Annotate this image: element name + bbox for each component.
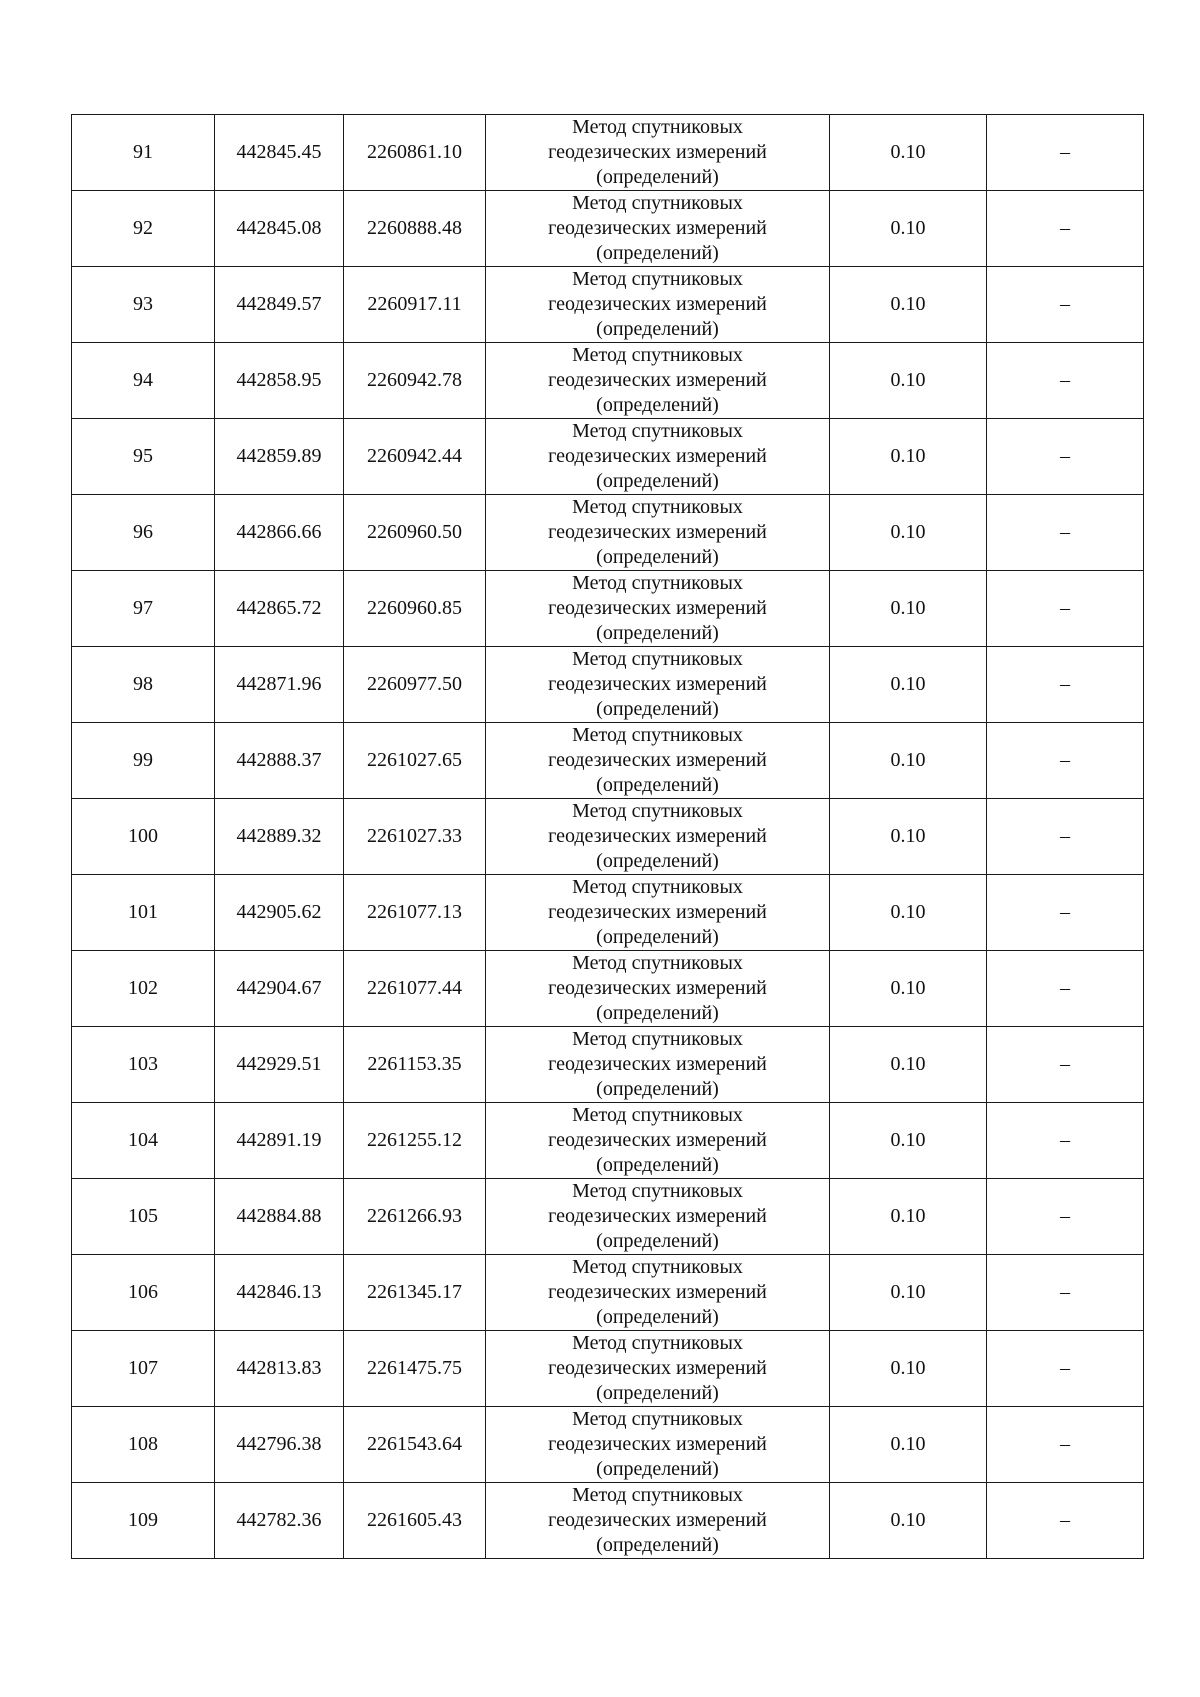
table-row <box>72 1027 1144 1103</box>
method-text: Метод спутниковых геодезических измерений (определений) <box>548 496 767 568</box>
table-row <box>72 419 1144 495</box>
method-cell <box>486 267 830 343</box>
x-coordinate-cell: 442858.95 <box>215 343 344 419</box>
description-cell: – <box>987 495 1144 571</box>
y-coordinate-cell: 2261605.43 <box>344 1483 486 1559</box>
x-coordinate-cell: 442866.66 <box>215 495 344 571</box>
description-cell: – <box>987 115 1144 191</box>
y-coordinate-cell: 2260917.11 <box>344 267 486 343</box>
method-text: Метод спутниковых геодезических измерений (определений) <box>548 648 767 720</box>
point-number-cell: 104 <box>72 1103 215 1179</box>
method-cell <box>486 1331 830 1407</box>
method-text: Метод спутниковых геодезических измерений (определений) <box>548 1104 767 1176</box>
x-coordinate-cell: 442904.67 <box>215 951 344 1027</box>
description-cell: – <box>987 1103 1144 1179</box>
method-cell <box>486 571 830 647</box>
description-cell: – <box>987 799 1144 875</box>
method-cell <box>486 343 830 419</box>
accuracy-cell: 0.10 <box>830 875 987 951</box>
method-text: Метод спутниковых геодезических измерений (определений) <box>548 116 767 188</box>
coordinates-table <box>71 114 1144 1559</box>
y-coordinate-cell: 2261153.35 <box>344 1027 486 1103</box>
method-cell <box>486 115 830 191</box>
table-row <box>72 1179 1144 1255</box>
table-row <box>72 799 1144 875</box>
method-text: Метод спутниковых геодезических измерений (определений) <box>548 1028 767 1100</box>
description-cell: – <box>987 1255 1144 1331</box>
method-cell <box>486 875 830 951</box>
method-cell <box>486 647 830 723</box>
method-text: Метод спутниковых геодезических измерений (определений) <box>548 344 767 416</box>
x-coordinate-cell: 442865.72 <box>215 571 344 647</box>
point-number-cell: 95 <box>72 419 215 495</box>
table-row <box>72 951 1144 1027</box>
accuracy-cell: 0.10 <box>830 343 987 419</box>
method-cell <box>486 1027 830 1103</box>
y-coordinate-cell: 2260861.10 <box>344 115 486 191</box>
x-coordinate-cell: 442929.51 <box>215 1027 344 1103</box>
x-coordinate-cell: 442871.96 <box>215 647 344 723</box>
method-text: Метод спутниковых геодезических измерений (определений) <box>548 420 767 492</box>
accuracy-cell: 0.10 <box>830 1103 987 1179</box>
y-coordinate-cell: 2261077.13 <box>344 875 486 951</box>
table-row <box>72 1407 1144 1483</box>
accuracy-cell: 0.10 <box>830 115 987 191</box>
x-coordinate-cell: 442891.19 <box>215 1103 344 1179</box>
table-row <box>72 1331 1144 1407</box>
y-coordinate-cell: 2261027.33 <box>344 799 486 875</box>
accuracy-cell: 0.10 <box>830 1483 987 1559</box>
table-row <box>72 723 1144 799</box>
y-coordinate-cell: 2261475.75 <box>344 1331 486 1407</box>
description-cell: – <box>987 1027 1144 1103</box>
accuracy-cell: 0.10 <box>830 951 987 1027</box>
y-coordinate-cell: 2260960.85 <box>344 571 486 647</box>
method-text: Метод спутниковых геодезических измерений (определений) <box>548 1332 767 1404</box>
point-number-cell: 99 <box>72 723 215 799</box>
point-number-cell: 92 <box>72 191 215 267</box>
y-coordinate-cell: 2260942.44 <box>344 419 486 495</box>
description-cell: – <box>987 1331 1144 1407</box>
accuracy-cell: 0.10 <box>830 1027 987 1103</box>
description-cell: – <box>987 267 1144 343</box>
table-row <box>72 875 1144 951</box>
accuracy-cell: 0.10 <box>830 571 987 647</box>
y-coordinate-cell: 2260888.48 <box>344 191 486 267</box>
method-cell <box>486 951 830 1027</box>
x-coordinate-cell: 442905.62 <box>215 875 344 951</box>
x-coordinate-cell: 442849.57 <box>215 267 344 343</box>
method-cell <box>486 1483 830 1559</box>
point-number-cell: 109 <box>72 1483 215 1559</box>
description-cell: – <box>987 951 1144 1027</box>
accuracy-cell: 0.10 <box>830 267 987 343</box>
description-cell: – <box>987 1483 1144 1559</box>
accuracy-cell: 0.10 <box>830 799 987 875</box>
method-text: Метод спутниковых геодезических измерений (определений) <box>548 192 767 264</box>
accuracy-cell: 0.10 <box>830 647 987 723</box>
method-text: Метод спутниковых геодезических измерений (определений) <box>548 1408 767 1480</box>
method-cell <box>486 1103 830 1179</box>
x-coordinate-cell: 442846.13 <box>215 1255 344 1331</box>
description-cell: – <box>987 875 1144 951</box>
method-text: Метод спутниковых геодезических измерений (определений) <box>548 268 767 340</box>
description-cell: – <box>987 191 1144 267</box>
table-row <box>72 343 1144 419</box>
accuracy-cell: 0.10 <box>830 191 987 267</box>
point-number-cell: 100 <box>72 799 215 875</box>
x-coordinate-cell: 442888.37 <box>215 723 344 799</box>
point-number-cell: 93 <box>72 267 215 343</box>
x-coordinate-cell: 442796.38 <box>215 1407 344 1483</box>
accuracy-cell: 0.10 <box>830 1407 987 1483</box>
table-row <box>72 1255 1144 1331</box>
y-coordinate-cell: 2261266.93 <box>344 1179 486 1255</box>
x-coordinate-cell: 442845.08 <box>215 191 344 267</box>
point-number-cell: 91 <box>72 115 215 191</box>
description-cell: – <box>987 343 1144 419</box>
y-coordinate-cell: 2260960.50 <box>344 495 486 571</box>
method-cell <box>486 1255 830 1331</box>
point-number-cell: 103 <box>72 1027 215 1103</box>
description-cell: – <box>987 571 1144 647</box>
point-number-cell: 98 <box>72 647 215 723</box>
point-number-cell: 94 <box>72 343 215 419</box>
method-text: Метод спутниковых геодезических измерений (определений) <box>548 876 767 948</box>
method-cell <box>486 1179 830 1255</box>
description-cell: – <box>987 419 1144 495</box>
description-cell: – <box>987 647 1144 723</box>
accuracy-cell: 0.10 <box>830 419 987 495</box>
description-cell: – <box>987 1179 1144 1255</box>
y-coordinate-cell: 2261027.65 <box>344 723 486 799</box>
point-number-cell: 102 <box>72 951 215 1027</box>
accuracy-cell: 0.10 <box>830 723 987 799</box>
y-coordinate-cell: 2261077.44 <box>344 951 486 1027</box>
x-coordinate-cell: 442813.83 <box>215 1331 344 1407</box>
point-number-cell: 101 <box>72 875 215 951</box>
x-coordinate-cell: 442859.89 <box>215 419 344 495</box>
description-cell: – <box>987 1407 1144 1483</box>
x-coordinate-cell: 442884.88 <box>215 1179 344 1255</box>
table-row <box>72 267 1144 343</box>
method-cell <box>486 495 830 571</box>
table-row <box>72 115 1144 191</box>
method-text: Метод спутниковых геодезических измерений (определений) <box>548 800 767 872</box>
method-cell <box>486 191 830 267</box>
method-cell <box>486 723 830 799</box>
x-coordinate-cell: 442845.45 <box>215 115 344 191</box>
y-coordinate-cell: 2260977.50 <box>344 647 486 723</box>
y-coordinate-cell: 2261255.12 <box>344 1103 486 1179</box>
point-number-cell: 106 <box>72 1255 215 1331</box>
accuracy-cell: 0.10 <box>830 1179 987 1255</box>
table-row <box>72 571 1144 647</box>
accuracy-cell: 0.10 <box>830 1331 987 1407</box>
table-row <box>72 495 1144 571</box>
y-coordinate-cell: 2260942.78 <box>344 343 486 419</box>
method-text: Метод спутниковых геодезических измерений (определений) <box>548 952 767 1024</box>
point-number-cell: 107 <box>72 1331 215 1407</box>
method-text: Метод спутниковых геодезических измерений (определений) <box>548 1484 767 1556</box>
point-number-cell: 108 <box>72 1407 215 1483</box>
x-coordinate-cell: 442782.36 <box>215 1483 344 1559</box>
accuracy-cell: 0.10 <box>830 1255 987 1331</box>
table-row <box>72 647 1144 723</box>
table-body <box>72 115 1144 1559</box>
table-row <box>72 191 1144 267</box>
x-coordinate-cell: 442889.32 <box>215 799 344 875</box>
method-cell <box>486 419 830 495</box>
point-number-cell: 97 <box>72 571 215 647</box>
accuracy-cell: 0.10 <box>830 495 987 571</box>
description-cell: – <box>987 723 1144 799</box>
point-number-cell: 105 <box>72 1179 215 1255</box>
table-row <box>72 1483 1144 1559</box>
method-text: Метод спутниковых геодезических измерений (определений) <box>548 1180 767 1252</box>
method-text: Метод спутниковых геодезических измерений (определений) <box>548 572 767 644</box>
y-coordinate-cell: 2261543.64 <box>344 1407 486 1483</box>
method-text: Метод спутниковых геодезических измерений (определений) <box>548 1256 767 1328</box>
method-cell <box>486 799 830 875</box>
table-row <box>72 1103 1144 1179</box>
point-number-cell: 96 <box>72 495 215 571</box>
method-text: Метод спутниковых геодезических измерений (определений) <box>548 724 767 796</box>
method-cell <box>486 1407 830 1483</box>
y-coordinate-cell: 2261345.17 <box>344 1255 486 1331</box>
